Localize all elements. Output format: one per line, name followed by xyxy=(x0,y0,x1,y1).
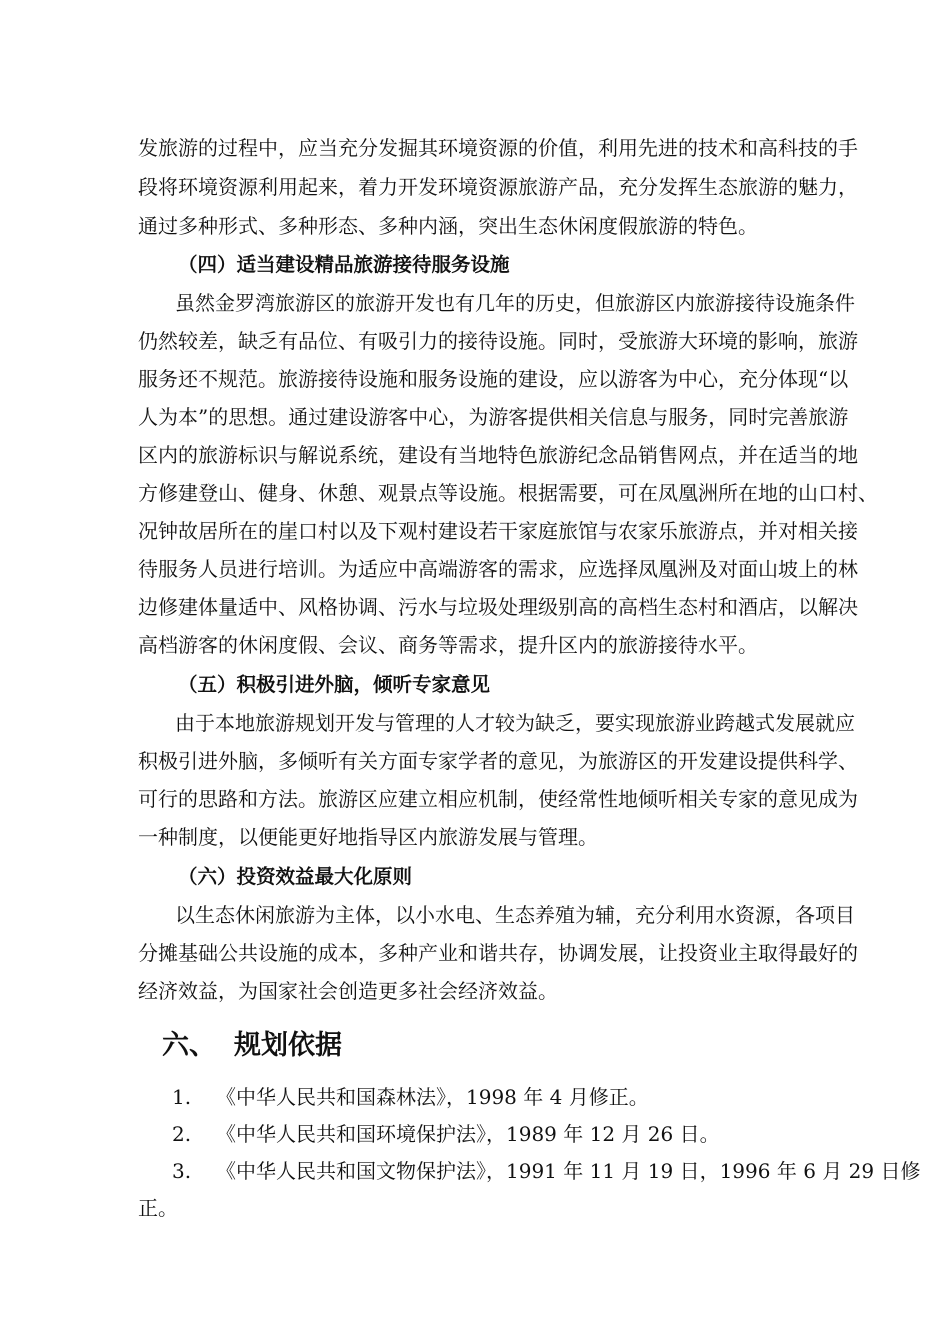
chapter-heading xyxy=(162,1026,342,1066)
body-text-line: 虽然金罗湾旅游区的旅游开发也有几年的历史，但旅游区内旅游接待设施条件 xyxy=(175,291,855,315)
body-text-line: 方修建登山、健身、休憩、观景点等设施。根据需要，可在凤凰洲所在地的山口村、 xyxy=(138,481,878,505)
reference-item xyxy=(172,1115,720,1153)
body-text-line: 人为本”的思想。通过建设游客中心，为游客提供相关信息与服务，同时完善旅游 xyxy=(138,405,849,429)
subsection-heading: （五）积极引进外脑，倾听专家意见 xyxy=(178,673,491,696)
body-text-line: 边修建体量适中、风格协调、污水与垃圾处理级别高的高档生态村和酒店，以解决 xyxy=(138,595,858,619)
body-text-line: 一种制度，以便能更好地指导区内旅游发展与管理。 xyxy=(138,825,598,849)
reference-item xyxy=(172,1078,649,1116)
body-text-line: 况钟故居所在的崖口村以及下观村建设若干家庭旅馆与农家乐旅游点，并对相关接 xyxy=(138,519,858,543)
body-text-line: 待服务人员进行培训。为适应中高端游客的需求，应选择凤凰洲及对面山坡上的林 xyxy=(138,557,858,581)
chapter-number: 六、 xyxy=(162,1030,216,1061)
body-text-line: 段将环境资源利用起来，着力开发环境资源旅游产品，充分发挥生态旅游的魅力， xyxy=(138,175,858,199)
reference-text: 《中华人民共和国森林法》，1998 年 4 月修正。 xyxy=(216,1085,649,1109)
body-text-line: 分摊基础公共设施的成本，多种产业和谐共存，协调发展，让投资业主取得最好的 xyxy=(138,941,858,965)
reference-text: 《中华人民共和国文物保护法》，1991 年 11 月 19 日，1996 年 6 月 29 日修 xyxy=(216,1159,921,1183)
body-text-line: 发旅游的过程中，应当充分发掘其环境资源的价值，利用先进的技术和高科技的手 xyxy=(138,136,858,160)
subsection-heading: （六）投资效益最大化原则 xyxy=(178,865,413,888)
reference-text: 《中华人民共和国环境保护法》，1989 年 12 月 26 日。 xyxy=(216,1122,720,1146)
reference-number: 3. xyxy=(172,1159,192,1183)
body-text-line: 仍然较差，缺乏有品位、有吸引力的接待设施。同时，受旅游大环境的影响，旅游 xyxy=(138,329,858,353)
subsection-heading: （四）适当建设精品旅游接待服务设施 xyxy=(178,253,510,276)
body-text-line: 可行的思路和方法。旅游区应建立相应机制，使经常性地倾听相关专家的意见成为 xyxy=(138,787,858,811)
body-text-line: 区内的旅游标识与解说系统，建设有当地特色旅游纪念品销售网点，并在适当的地 xyxy=(138,443,858,467)
reference-item xyxy=(172,1152,920,1190)
chapter-title: 规划依据 xyxy=(234,1030,342,1061)
reference-continuation: 正。 xyxy=(138,1196,178,1220)
body-text-line: 以生态休闲旅游为主体，以小水电、生态养殖为辅，充分利用水资源，各项目 xyxy=(175,903,855,927)
body-text-line: 服务还不规范。旅游接待设施和服务设施的建设，应以游客为中心，充分体现“以 xyxy=(138,367,849,391)
body-text-line: 经济效益，为国家社会创造更多社会经济效益。 xyxy=(138,979,558,1003)
body-text-line: 积极引进外脑，多倾听有关方面专家学者的意见，为旅游区的开发建设提供科学、 xyxy=(138,749,858,773)
reference-number: 1. xyxy=(172,1085,192,1109)
body-text-line: 高档游客的休闲度假、会议、商务等需求，提升区内的旅游接待水平。 xyxy=(138,633,758,657)
body-text-line: 由于本地旅游规划开发与管理的人才较为缺乏，要实现旅游业跨越式发展就应 xyxy=(175,711,855,735)
body-text-line: 通过多种形式、多种形态、多种内涵，突出生态休闲度假旅游的特色。 xyxy=(138,214,758,238)
reference-number: 2. xyxy=(172,1122,192,1146)
